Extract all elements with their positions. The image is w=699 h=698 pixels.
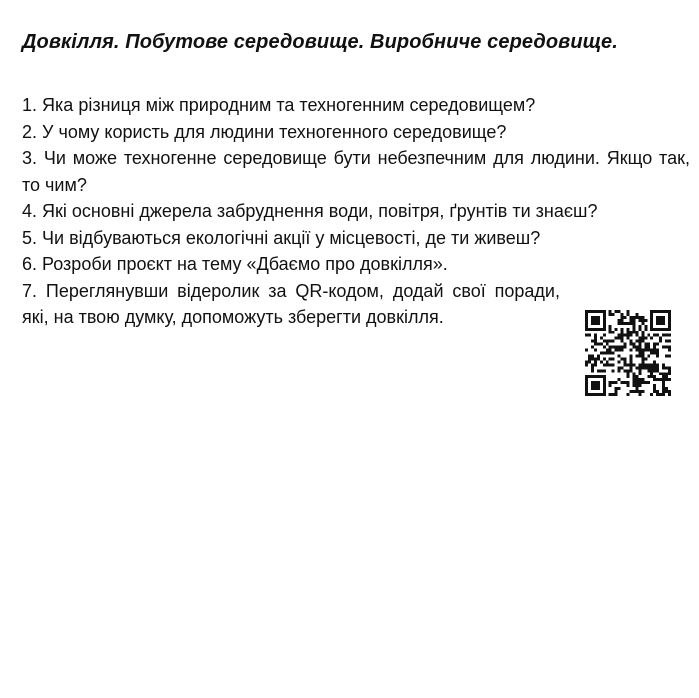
question-number: 3. bbox=[22, 148, 38, 168]
question-text: Які основні джерела забруднення води, повітря, ґрунтів ти знаєш? bbox=[42, 201, 598, 221]
qr-code-icon[interactable] bbox=[585, 310, 671, 396]
question-item bbox=[22, 119, 690, 146]
question-list bbox=[22, 92, 690, 331]
page-title: Довкілля. Побутове середовище. Виробниче середовище. bbox=[22, 31, 618, 53]
question-text: Чи може техногенне середовище бути небезпечним для людини. Якщо так, то чим? bbox=[22, 148, 690, 195]
question-item bbox=[22, 92, 690, 119]
question-text: У чому користь для людини техногенного середовище? bbox=[42, 121, 507, 142]
question-text: Розроби проєкт на тему «Дбаємо про довкілля». bbox=[42, 254, 448, 274]
question-number: 2. bbox=[22, 121, 38, 142]
question-item bbox=[22, 145, 690, 198]
question-text: Яка різниця між природним та техногенним середовищем? bbox=[42, 95, 536, 115]
question-item bbox=[22, 278, 560, 331]
question-number: 1. bbox=[22, 95, 38, 115]
question-number: 4. bbox=[22, 201, 38, 221]
question-number: 6. bbox=[22, 254, 38, 274]
question-number: 5. bbox=[22, 227, 38, 248]
question-item bbox=[22, 225, 690, 252]
question-number: 7. bbox=[22, 280, 38, 301]
question-item bbox=[22, 198, 690, 225]
question-text: Чи відбуваються екологічні акції у місцевості, де ти живеш? bbox=[42, 227, 541, 248]
question-text: Переглянувши відеролик за QR-кодом, додай свої поради, які, на твою думку, допоможуть зберегти довкілля. bbox=[22, 280, 560, 327]
question-item bbox=[22, 251, 690, 278]
